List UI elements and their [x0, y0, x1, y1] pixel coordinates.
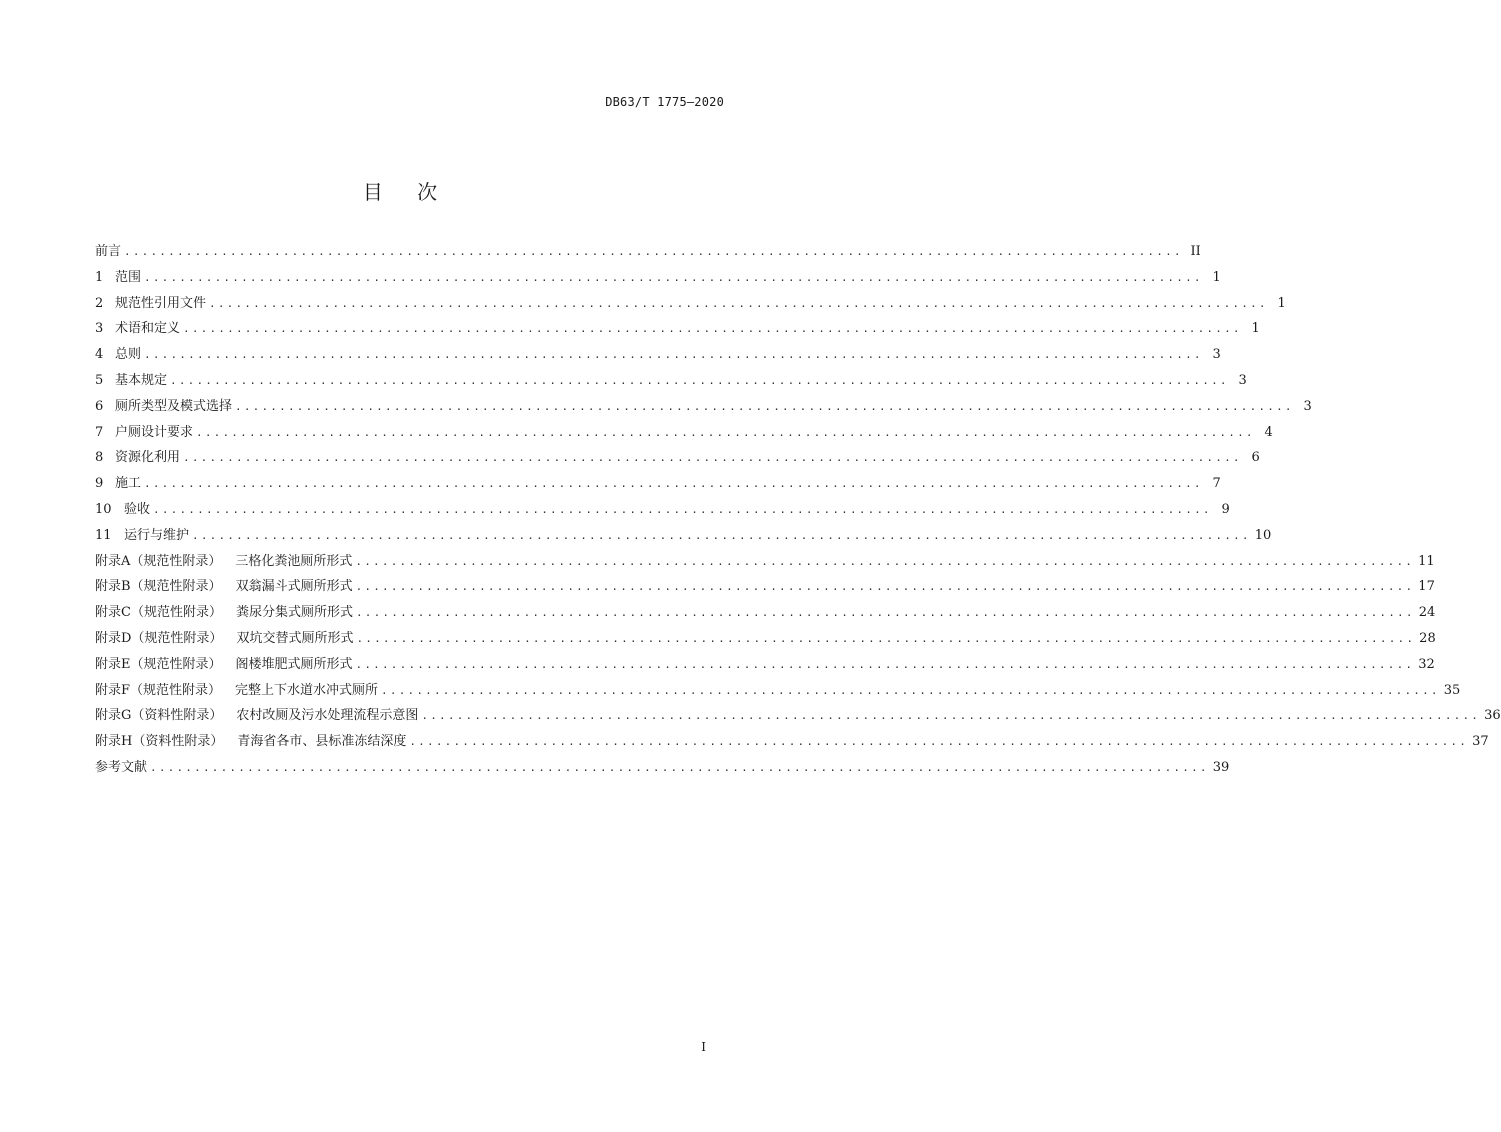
- toc-entry[interactable]: [95, 574, 1435, 600]
- toc-entry-page: 11: [1418, 553, 1435, 569]
- toc-entry-title: 农村改厕及污水处理流程示意图: [236, 708, 419, 724]
- toc-entry-title: 前言: [95, 244, 122, 259]
- toc-section-number: 1: [95, 269, 104, 285]
- toc-entry-title: 施工: [115, 476, 142, 492]
- toc-heading-char-2: 次: [417, 180, 438, 204]
- toc-entry-title: 资源化利用: [115, 450, 181, 466]
- toc-entry[interactable]: [95, 445, 1260, 471]
- toc-entry-title: 双坑交替式厕所形式: [236, 630, 354, 646]
- toc-appendix-label: 附录C（规范性附录）: [95, 605, 222, 621]
- toc-entry-title: 完整上下水道水冲式厕所: [235, 682, 379, 698]
- toc-entry[interactable]: [95, 316, 1260, 342]
- toc-section-number: 3: [95, 321, 104, 337]
- toc-entry[interactable]: [95, 471, 1221, 497]
- toc-appendix-label: 附录H（资料性附录）: [95, 734, 224, 750]
- toc-entry-label: [95, 729, 409, 755]
- toc-entry-page: 3: [1303, 398, 1312, 414]
- dot-leader: ........................................................................................................................: [355, 554, 1415, 568]
- dot-leader: ........................................................................................................................: [170, 373, 1229, 387]
- page-number: I: [701, 1040, 706, 1054]
- table-of-contents: [95, 239, 1501, 781]
- toc-entry-title: 总则: [115, 347, 142, 363]
- toc-entry-page: 24: [1418, 605, 1436, 621]
- dot-leader: ........................................................................................................................: [381, 683, 1440, 697]
- toc-section-number: 9: [95, 476, 104, 492]
- dot-leader: ........................................................................................................................: [356, 631, 1416, 645]
- toc-entry-title: 范围: [115, 269, 142, 285]
- toc-section-number: 6: [95, 398, 104, 414]
- toc-entry-page: 35: [1443, 682, 1461, 698]
- toc-entry-label: [95, 626, 356, 652]
- toc-appendix-label: 附录F（规范性附录）: [95, 682, 222, 698]
- toc-entry-title: 规范性引用文件: [115, 295, 207, 311]
- toc-section-number: 11: [95, 527, 112, 543]
- toc-entry[interactable]: [95, 368, 1247, 394]
- toc-entry-title: 验收: [124, 501, 151, 517]
- toc-entry-title: 厕所类型及模式选择: [115, 398, 233, 414]
- toc-entry-title: 户厕设计要求: [115, 424, 194, 440]
- dot-leader: ........................................................................................................................: [183, 322, 1242, 336]
- toc-section-number: 10: [95, 501, 112, 517]
- toc-entry-title: 粪尿分集式厕所形式: [235, 605, 353, 621]
- toc-entry[interactable]: [95, 652, 1435, 678]
- toc-appendix-label: 附录E（规范性附录）: [95, 656, 222, 672]
- toc-entry[interactable]: [95, 678, 1461, 704]
- toc-entry[interactable]: [95, 420, 1273, 446]
- toc-entry-page: 1: [1277, 295, 1286, 311]
- toc-entry[interactable]: [95, 265, 1221, 291]
- toc-entry-page: 36: [1484, 708, 1501, 724]
- toc-entry-page: 17: [1418, 579, 1435, 595]
- toc-entry-label: [95, 600, 356, 626]
- toc-entry-page: 3: [1212, 347, 1221, 363]
- toc-heading: [0, 176, 800, 205]
- toc-entry-label: [95, 420, 196, 446]
- toc-entry-page: 3: [1238, 372, 1247, 388]
- toc-entry-title: 术语和定义: [115, 321, 181, 337]
- toc-entry-page: 39: [1212, 759, 1230, 775]
- toc-entry-label: [95, 574, 356, 600]
- toc-entry-page: 10: [1254, 527, 1272, 543]
- dot-leader: ........................................................................................................................: [183, 451, 1242, 465]
- toc-entry-label: [95, 316, 183, 342]
- toc-entry-page: 4: [1264, 424, 1273, 440]
- toc-entry-label: [95, 523, 192, 549]
- toc-entry-label: [95, 471, 144, 497]
- toc-entry-label: [95, 394, 235, 420]
- toc-entry[interactable]: [95, 523, 1272, 549]
- dot-leader: ........................................................................................................................: [409, 735, 1469, 749]
- toc-entry-label: [95, 652, 356, 678]
- toc-entry-label: [95, 239, 124, 265]
- toc-entry-title: 参考文献: [95, 759, 148, 775]
- toc-entry-page: 9: [1221, 501, 1230, 517]
- toc-section-number: 4: [95, 347, 104, 363]
- toc-entry-title: 青海省各市、县标准冻结深度: [237, 734, 407, 750]
- dot-leader: ........................................................................................................................: [355, 657, 1415, 671]
- toc-entry[interactable]: [95, 497, 1230, 523]
- dot-leader: ........................................................................................................................: [150, 760, 1209, 774]
- toc-appendix-label: 附录B（规范性附录）: [95, 579, 222, 595]
- toc-entry-page: 1: [1251, 321, 1260, 337]
- toc-section-number: 5: [95, 372, 104, 388]
- toc-entry[interactable]: [95, 394, 1312, 420]
- toc-entry-title: 阁楼堆肥式厕所形式: [235, 656, 353, 672]
- toc-entry[interactable]: [95, 342, 1221, 368]
- document-code: DB63/T 1775—2020: [605, 95, 724, 109]
- toc-entry[interactable]: [95, 549, 1435, 575]
- dot-leader: ........................................................................................................................: [355, 606, 1415, 620]
- toc-entry-label: [95, 445, 183, 471]
- dot-leader: ........................................................................................................................: [144, 270, 1203, 284]
- dot-leader: ........................................................................................................................: [144, 477, 1203, 491]
- toc-appendix-label: 附录G（资料性附录）: [95, 708, 223, 724]
- toc-entry-label: [95, 291, 209, 317]
- toc-entry[interactable]: [95, 239, 1201, 265]
- toc-entry[interactable]: [95, 600, 1436, 626]
- toc-entry-label: [95, 549, 355, 575]
- toc-entry[interactable]: [95, 729, 1489, 755]
- toc-entry-label: [95, 342, 144, 368]
- dot-leader: ........................................................................................................................: [235, 399, 1294, 413]
- toc-entry[interactable]: [95, 703, 1501, 729]
- toc-section-number: 2: [95, 295, 104, 311]
- dot-leader: ........................................................................................................................: [192, 528, 1251, 542]
- toc-entry[interactable]: [95, 626, 1436, 652]
- toc-entry-page: 1: [1212, 269, 1221, 285]
- dot-leader: ........................................................................................................................: [355, 580, 1415, 594]
- toc-entry-label: [95, 368, 170, 394]
- toc-entry-title: 双翁漏斗式厕所形式: [235, 579, 353, 595]
- toc-entry-page: 6: [1251, 450, 1260, 466]
- dot-leader: ........................................................................................................................: [144, 348, 1203, 362]
- toc-entry-title: 运行与维护: [124, 527, 190, 543]
- toc-entry-label: [95, 265, 144, 291]
- toc-heading-char-1: 目: [362, 180, 383, 204]
- dot-leader: ........................................................................................................................: [196, 425, 1255, 439]
- toc-entry-title: 三格化粪池厕所形式: [235, 553, 353, 569]
- toc-entry-page: II: [1190, 244, 1201, 259]
- toc-appendix-label: 附录A（规范性附录）: [95, 553, 222, 569]
- toc-entry-page: 28: [1419, 630, 1436, 646]
- dot-leader: ........................................................................................................................: [421, 709, 1481, 723]
- toc-entry[interactable]: [95, 291, 1286, 317]
- toc-entry-label: [95, 678, 381, 704]
- toc-entry-label: [95, 497, 153, 523]
- toc-section-number: 7: [95, 424, 104, 440]
- toc-entry-page: 32: [1418, 656, 1435, 672]
- toc-entry-page: 7: [1212, 476, 1221, 492]
- dot-leader: ........................................................................................................................: [209, 296, 1268, 310]
- toc-entry-label: [95, 703, 421, 729]
- toc-section-number: 8: [95, 450, 104, 466]
- toc-appendix-label: 附录D（规范性附录）: [95, 630, 223, 646]
- toc-entry-label: [95, 755, 150, 781]
- toc-entry-title: 基本规定: [115, 372, 168, 388]
- toc-entry[interactable]: [95, 755, 1230, 781]
- dot-leader: ........................................................................................................................: [153, 502, 1212, 516]
- dot-leader: ........................................................................................................................: [124, 245, 1183, 258]
- toc-entry-page: 37: [1472, 734, 1489, 750]
